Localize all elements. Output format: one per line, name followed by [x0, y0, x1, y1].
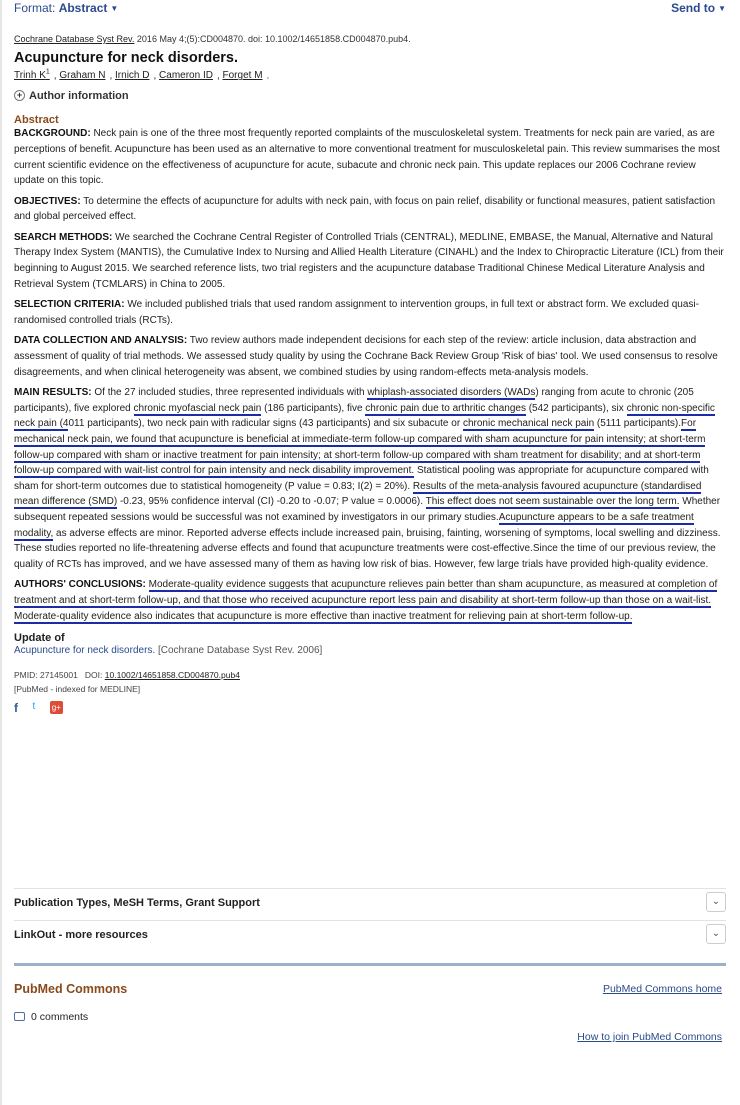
medline-status: [PubMed - indexed for MEDLINE]	[14, 684, 141, 695]
abstract-conclusions	[14, 577, 726, 624]
highlighted-text: Results of the meta-analysis favoured acupuncture (standardised mean difference (SMD)	[14, 480, 702, 508]
abstract-data-collection	[14, 333, 726, 380]
chevron-down-icon: ▼	[110, 4, 119, 13]
conclusions-text: Moderate-quality evidence suggests that acupuncture relieves pain better than sham acupuncture, as measured at completion of treatment and at short-term follow-up, and that those who received acupuncture report less pain and disability at short-term follow-up than those on a wait-list. Moderate-quality evidence also indicates that acupuncture is more effective than inactive treatment for relieving pain at short-term follow-up.	[14, 579, 718, 622]
send-to-button[interactable]	[671, 1, 726, 15]
abstract-background	[14, 126, 726, 188]
format-selector[interactable]	[14, 1, 118, 15]
highlighted-text: whiplash-associated disorders (WADs	[367, 387, 536, 399]
author-link[interactable]: Graham N	[59, 70, 106, 82]
main-results-text: 011 participants), two neck pain with radicular signs (43 participants) and six subacute or	[68, 418, 463, 430]
highlighted-text: chronic non-specific neck pain (4	[14, 402, 715, 430]
linkout-label: LinkOut - more resources	[14, 929, 148, 941]
journal-link[interactable]: Cochrane Database Syst Rev.	[14, 34, 135, 44]
objectives-label: OBJECTIVES:	[14, 195, 81, 207]
main-results-text: Whether subsequent repeated sessions would be successful was not examined by investigators in our primary studies.	[14, 496, 721, 523]
author-list: Trinh K$^1$ , Graham N , Irnich D , Cameron ID , Forget M .	[14, 69, 270, 82]
googleplus-icon[interactable]: g+	[51, 703, 61, 713]
pubmed-commons-home-link[interactable]: PubMed Commons home	[602, 983, 722, 995]
highlighted-text: This effect does not seem sustainable over the long term.	[425, 496, 680, 508]
left-border	[0, 0, 2, 1105]
citation-details: 2016 May 4;(5):CD004870. doi: 10.1002/14651858.CD004870.pub4.	[136, 34, 411, 44]
comment-bubble-icon	[14, 1012, 25, 1021]
article-title: Acupuncture for neck disorders.	[14, 50, 238, 66]
comments-count: 0 comments	[31, 1011, 89, 1023]
search-methods-text: We searched the Cochrane Central Register of Controlled Trials (CENTRAL), MEDLINE, EMBASE, the Manual, Alternative and Natural Therapy Index System (MANTIS), the Cumulative Index to Nursing and Allied Health Literature (CINAHL) and the Index to Chiropractic Literature (ICL) from their beginning to August 2015. We searched reference lists, two trial registers and the acupuncture database Traditional Chinese Medical Literature Analysis and Retrieval System (TCMLARS) in China to 2005.	[14, 231, 724, 290]
double-chevron-down-icon[interactable]: ⌄	[706, 892, 726, 912]
main-results-text: Statistical pooling was appropriate for acupuncture compared with sham for short-term outcomes due to statistical homogeneity (P value = 0.83; I(2) = 20%).	[14, 465, 709, 492]
update-of-line	[14, 645, 726, 656]
update-of-label: Update of	[14, 632, 65, 645]
highlighted-text: Acupuncture appears to be a safe treatment modality,	[14, 511, 694, 539]
highlighted-text: chronic mechanical neck pain	[462, 418, 595, 430]
format-value: Abstract	[58, 1, 108, 15]
main-results-text: (5111 participants).	[594, 418, 682, 430]
author-information-label: Author information	[29, 90, 129, 103]
expand-plus-icon: +	[14, 90, 25, 101]
publication-types-label: Publication Types, MeSH Terms, Grant Support	[14, 897, 260, 909]
author-link[interactable]: Irnich D	[115, 70, 150, 82]
doi-label: DOI:	[84, 670, 103, 681]
section-divider	[14, 963, 726, 966]
join-pubmed-commons-link[interactable]: How to join PubMed Commons	[577, 1031, 722, 1043]
citation	[14, 34, 726, 44]
linkout-accordion[interactable]	[14, 920, 726, 949]
abstract-objectives	[14, 194, 726, 225]
publication-types-accordion[interactable]	[14, 888, 726, 917]
main-results-text: (186 participants), five	[261, 402, 366, 414]
objectives-text: To determine the effects of acupuncture for adults with neck pain, with focus on pain relief, disability or functional measures, patient satisfaction and global perceived effect.	[14, 195, 716, 223]
article-content	[14, 34, 726, 715]
update-of-link[interactable]: Acupuncture for neck disorders.	[14, 645, 156, 657]
identifiers	[14, 670, 726, 680]
abstract-main-results	[14, 385, 726, 572]
main-results-text: ) ranging from acute to chronic (205 participants), five explored	[14, 387, 694, 414]
send-to-label: Send to	[671, 1, 716, 15]
abstract-selection-criteria	[14, 297, 726, 328]
background-text: Neck pain is one of the three most frequently reported complaints of the musculoskeletal system. Treatments for neck pain are varied, as are perceptions of benefit. Acupuncture has been used as an alternative to more conventional treatment for musculoskeletal pain. This review summarises the most current scientific evidence on the effectiveness of acupuncture for acute, subacute and chronic neck pain. This update replaces our 2006 Cochrane review update on this topic.	[14, 128, 720, 187]
conclusions-label: AUTHORS' CONCLUSIONS:	[14, 579, 146, 591]
data-collection-label: DATA COLLECTION AND ANALYSIS:	[14, 335, 188, 347]
search-methods-label: SEARCH METHODS:	[14, 231, 113, 243]
double-chevron-down-icon[interactable]: ⌄	[706, 924, 726, 944]
format-label: Format:	[14, 1, 56, 15]
highlighted-text: chronic pain due to arthritic changes	[365, 402, 526, 414]
main-results-text: Of the 27 included studies, three represented individuals with	[94, 387, 368, 399]
update-of-source: [Cochrane Database Syst Rev. 2006]	[157, 645, 323, 657]
pmid: PMID: 27145001	[14, 670, 78, 681]
author-information-toggle[interactable]	[14, 90, 726, 102]
abstract-heading: Abstract	[14, 114, 59, 127]
chevron-down-icon: ▼	[718, 4, 726, 13]
abstract-search-methods	[14, 230, 726, 292]
social-share	[14, 701, 726, 715]
doi-link[interactable]: 10.1002/14651858.CD004870.pub4	[104, 670, 240, 681]
author-link[interactable]: Trinh K$^1$	[14, 69, 50, 82]
selection-criteria-label: SELECTION CRITERIA:	[14, 299, 125, 311]
comments-toggle[interactable]	[14, 1011, 88, 1023]
author-link[interactable]: Forget M	[222, 70, 263, 82]
selection-criteria-text: We included published trials that used random assignment to intervention groups, in full text or abstract form. We excluded quasi-randomised controlled trials (RCTs).	[14, 299, 699, 326]
top-bar	[14, 0, 726, 18]
main-results-text: (542 participants), six	[525, 402, 627, 414]
main-results-text: as adverse effects are minor. Reported adverse effects include increased pain, bruising, fainting, worsening of symptoms, local swelling and dizziness. These studies reported no life-threatening adverse effects and found that acupuncture treatments were cost-effective.Since the time of our previous review, the quality of RCTs has improved, and we have assessed many of them as having low risk of bias. However, few large trials have provided high-quality evidence.	[14, 527, 721, 570]
main-results-text: -0.23, 95% confidence interval (CI) -0.20 to -0.07; P value = 0.0006).	[117, 496, 426, 508]
background-label: BACKGROUND:	[14, 128, 91, 140]
highlighted-text: For mechanical neck pain, we found that acupuncture is beneficial at immediate-term follow-up compared with sham acupuncture for pain intensity; at short-term follow-up compared with sham or inactive treatment for pain intensity; at short-term follow-up compared with sham treatment for disability; and at short-term follow-up compared with wait-list control for pain intensity and neck disability improvement.	[14, 418, 706, 477]
twitter-icon[interactable]: t	[32, 701, 36, 713]
pubmed-commons-title: PubMed Commons	[14, 982, 128, 996]
data-collection-text: Two review authors made independent decisions for each step of the review: article inclusion, data abstraction and assessment of quality of trial methods. We assessed study quality by using the Cochrane Back Review Group 'Risk of bias' tool. We used consensus to resolve disagreements, and when clinical heterogeneity was absent, we combined studies by using random-effects meta-analysis models.	[14, 335, 718, 378]
highlighted-text: chronic myofascial neck pain	[133, 402, 262, 414]
author-link[interactable]: Cameron ID	[159, 70, 213, 82]
main-results-label: MAIN RESULTS:	[14, 387, 92, 399]
facebook-icon[interactable]: f	[14, 701, 18, 716]
